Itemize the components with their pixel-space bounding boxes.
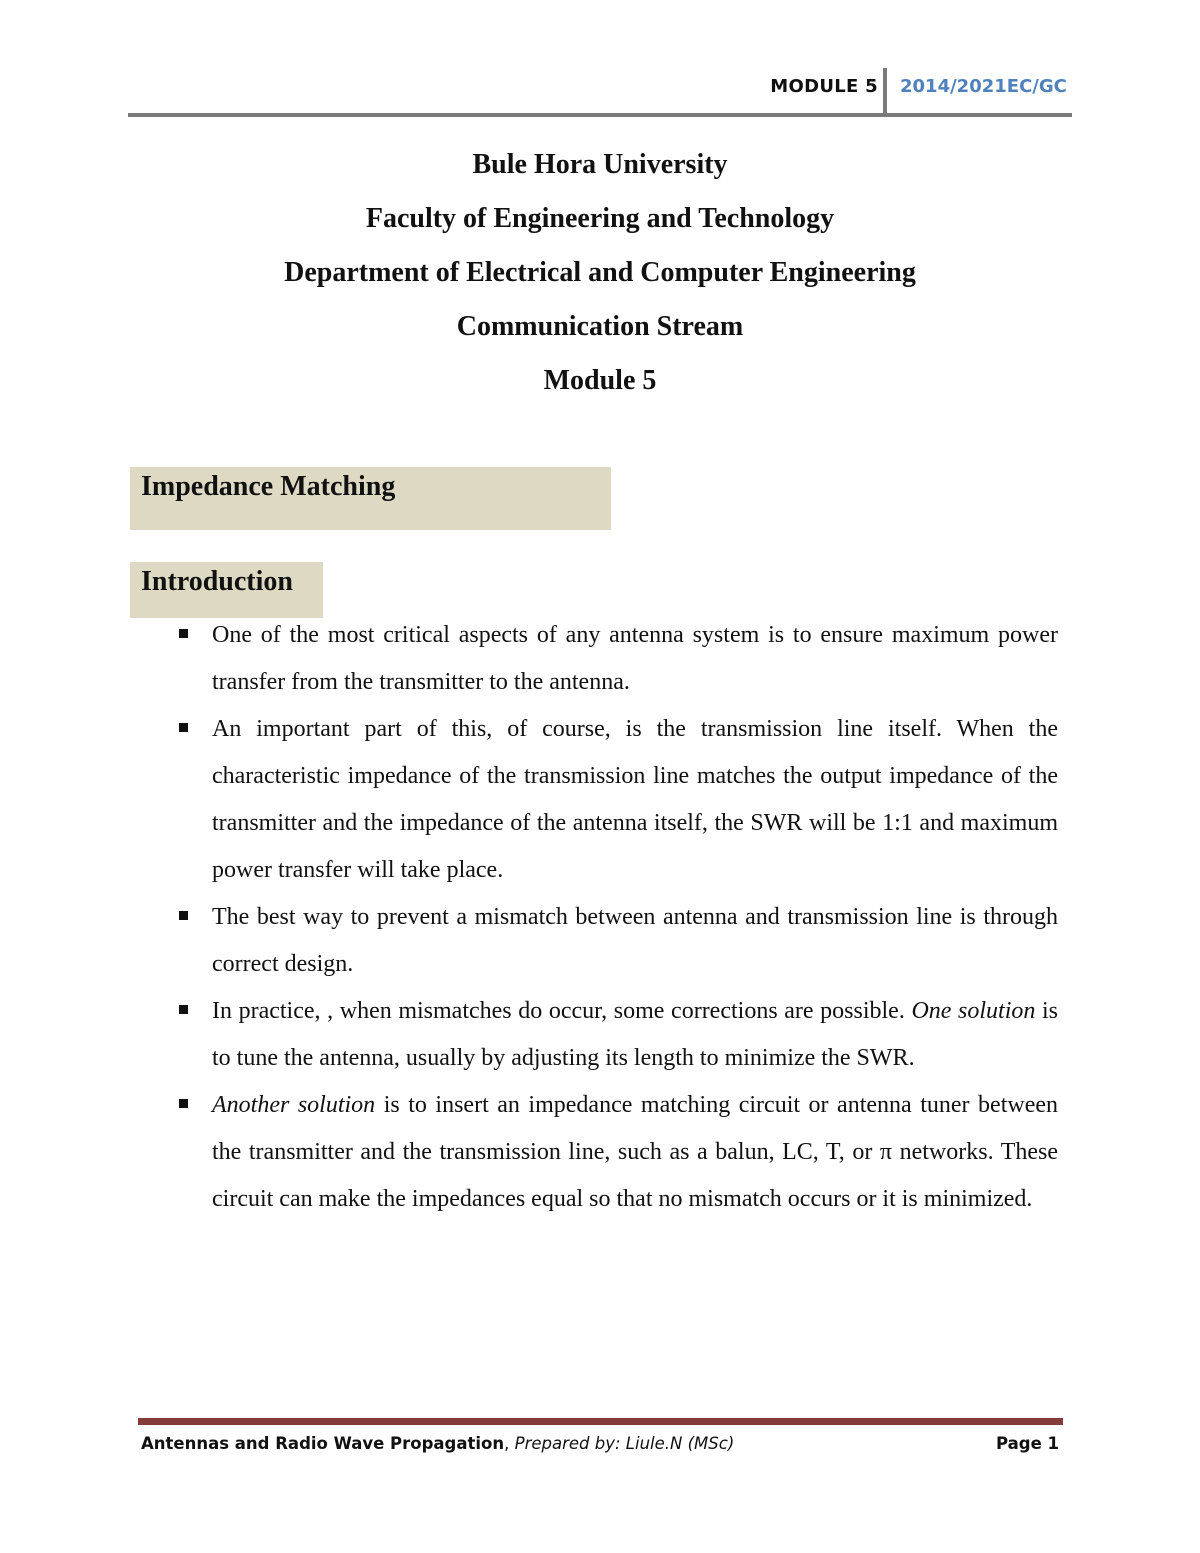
list-item <box>174 612 1058 706</box>
university-name: Bule Hora University <box>472 149 728 180</box>
list-item <box>174 1082 1058 1223</box>
stream-name: Communication Stream <box>456 311 744 342</box>
bullet-text: The best way to prevent a mismatch between antenna and transmission line is through correct design. <box>212 904 1058 977</box>
footer-page-number: Page 1 <box>995 1434 1059 1453</box>
bullet-emphasis: One solution <box>911 998 1036 1024</box>
list-item <box>174 706 1058 894</box>
bullet-text-part: In practice, , when mismatches do occur, some corrections are possible. <box>212 998 912 1024</box>
faculty-name: Faculty of Engineering and Technology <box>365 203 835 234</box>
footer-prepared-by: Prepared by: Liule.N (MSc) <box>514 1434 735 1453</box>
list-item <box>174 988 1058 1082</box>
impedance-matching-heading: Impedance Matching <box>141 471 396 502</box>
bullet-emphasis: Another solution <box>212 1092 376 1118</box>
bullet-list <box>174 612 1058 1223</box>
bullet-text: One of the most critical aspects of any antenna system is to ensure maximum power transfer from the transmitter to the antenna. <box>212 622 1058 695</box>
header-divider <box>883 68 887 114</box>
header-year: 2014/2021EC/GC <box>900 76 1067 97</box>
square-bullet-icon <box>179 723 188 732</box>
title-block <box>0 138 1200 408</box>
department-name: Department of Electrical and Computer Engineering <box>284 257 916 288</box>
header-module-label: MODULE 5 <box>770 76 878 97</box>
footer-rule <box>138 1418 1063 1425</box>
module-title: Module 5 <box>543 365 657 396</box>
impedance-matching-heading-box <box>130 467 611 530</box>
bullet-text-part: is to tune the antenna, usually by adjusting its length to minimize the SWR. <box>212 998 1059 1071</box>
header-rule <box>128 113 1072 117</box>
square-bullet-icon <box>179 629 188 638</box>
footer-course-title: Antennas and Radio Wave Propagation <box>141 1434 505 1453</box>
bullet-text: An important part of this, of course, is the transmission line itself. When the characteristic impedance of the transmission line matches the output impedance of the transmitter and the impedance of the antenna itself, the SWR will be 1:1 and maximum power transfer will take place. <box>212 716 1058 883</box>
square-bullet-icon <box>179 1005 188 1014</box>
introduction-heading: Introduction <box>141 566 293 597</box>
bullet-text <box>212 988 1058 1082</box>
bullet-text <box>212 1082 1058 1223</box>
introduction-heading-box <box>130 562 323 618</box>
list-item <box>174 894 1058 988</box>
footer-course-line <box>141 1434 734 1453</box>
bullet-text-part: is to insert an impedance matching circuit or antenna tuner between the transmitter and the transmission line, such as a balun, LC, T, or π networks. These circuit can make the impedances equal so that no mismatch occurs or it is minimized. <box>212 1092 1058 1212</box>
square-bullet-icon <box>179 1099 188 1108</box>
square-bullet-icon <box>179 911 188 920</box>
footer-separator: , <box>504 1434 510 1453</box>
